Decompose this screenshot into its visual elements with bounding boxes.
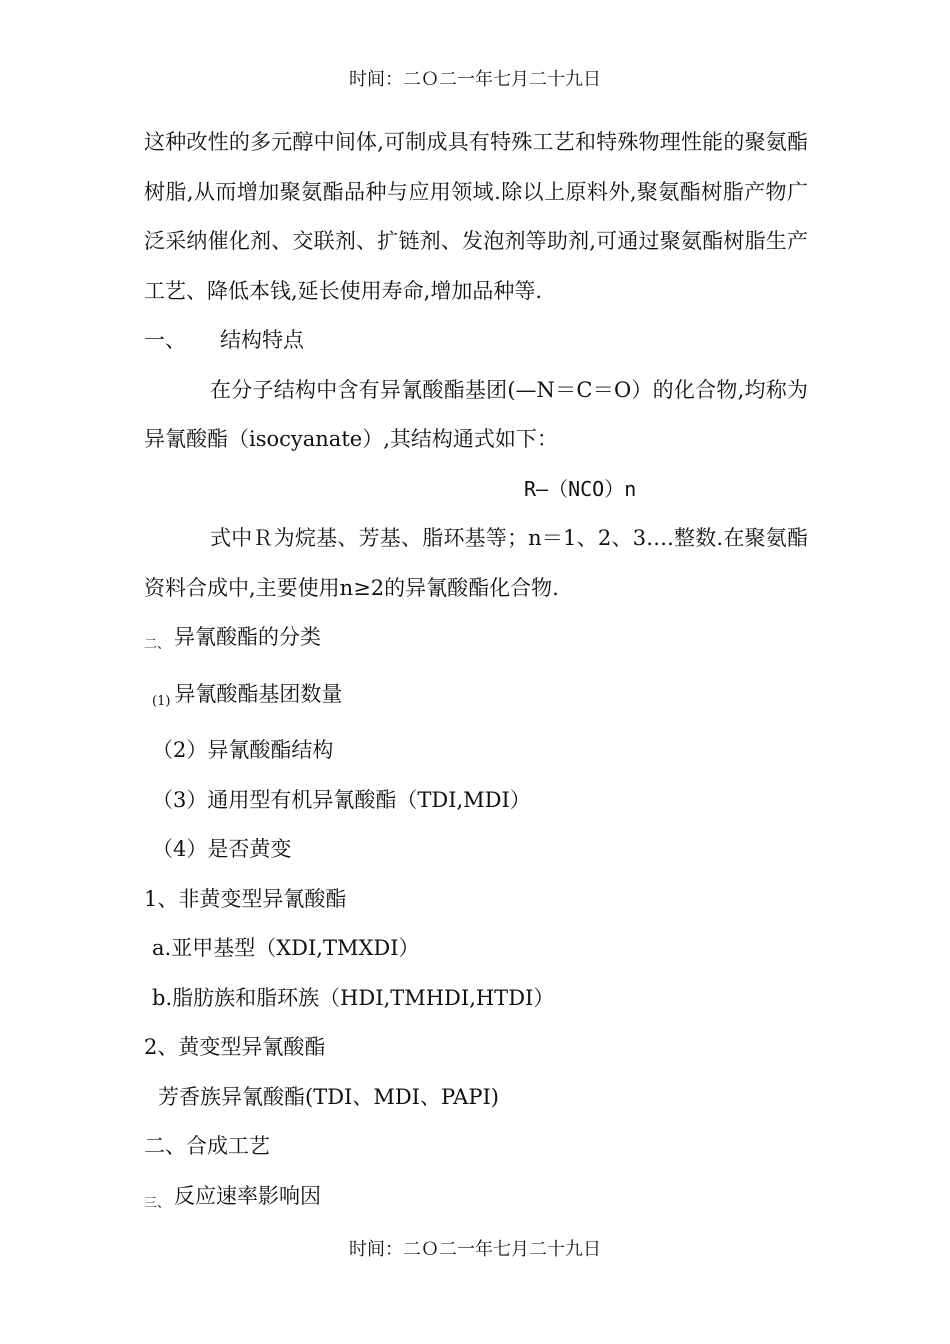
list-item-number: (1) bbox=[152, 693, 171, 709]
section-number: 一、 bbox=[144, 328, 186, 352]
section-number: 二、 bbox=[144, 637, 171, 652]
section-number: 三、 bbox=[144, 1195, 171, 1211]
section-title: 反应速率影响因 bbox=[174, 1183, 322, 1208]
paragraph-definition: 在分子结构中含有异氰酸酯基团(—N＝C＝O）的化合物,均称为异氰酸酯（isocyanate）,其结构通式如下： bbox=[144, 377, 808, 451]
list-item: a.亚甲基型（XDI,TMXDI） bbox=[152, 936, 420, 960]
general-formula: R—（NCO）n bbox=[524, 476, 637, 501]
list-item: b.脂肪族和脂环族（HDI,TMHDI,HTDI） bbox=[152, 985, 555, 1010]
paragraph-formula-explanation: 式中Ｒ为烷基、芳基、脂环基等；n＝1、2、3….整数.在聚氨酯资料合成中,主要使用n≥2的异氰酸酯化合物. bbox=[144, 526, 808, 600]
document-body bbox=[144, 118, 808, 1228]
section-heading-reaction-rate bbox=[144, 1172, 808, 1229]
list-item: （2）异氰酸酯结构 bbox=[152, 738, 334, 762]
section-title: 结构特点 bbox=[220, 328, 304, 352]
subsection-heading: 1、非黄变型异氰酸酯 bbox=[144, 886, 347, 911]
section-heading-classification bbox=[144, 613, 808, 670]
section-heading-structure bbox=[144, 316, 808, 366]
page-footer: 时间：二Ｏ二一年七月二十九日 bbox=[349, 1239, 601, 1260]
paragraph-intro: 这种改性的多元醇中间体,可制成具有特殊工艺和特殊物理性能的聚氨酯树脂,从而增加聚氨酯品种与应用领域.除以上原料外,聚氨酯树脂产物广泛采纳催化剂、交联剂、扩链剂、发泡剂等助剂,可通过聚氨酯树脂生产工艺、降低本钱,延长使用寿命,增加品种等. bbox=[144, 130, 808, 303]
list-item: （4）是否黄变 bbox=[152, 837, 292, 861]
list-item: （3）通用型有机异氰酸酯（TDI,MDI） bbox=[152, 787, 531, 812]
section-title: 异氰酸酯的分类 bbox=[174, 625, 322, 649]
list-item bbox=[144, 670, 808, 727]
list-item-text: 异氰酸酯基团数量 bbox=[174, 681, 343, 706]
subsection-heading: 2、黄变型异氰酸酯 bbox=[144, 1035, 326, 1059]
section-heading-synthesis: 二、合成工艺 bbox=[144, 1134, 270, 1158]
page-header: 时间：二Ｏ二一年七月二十九日 bbox=[349, 69, 601, 90]
list-item: 芳香族异氰酸酯(TDI、MDI、PAPI) bbox=[158, 1084, 499, 1109]
